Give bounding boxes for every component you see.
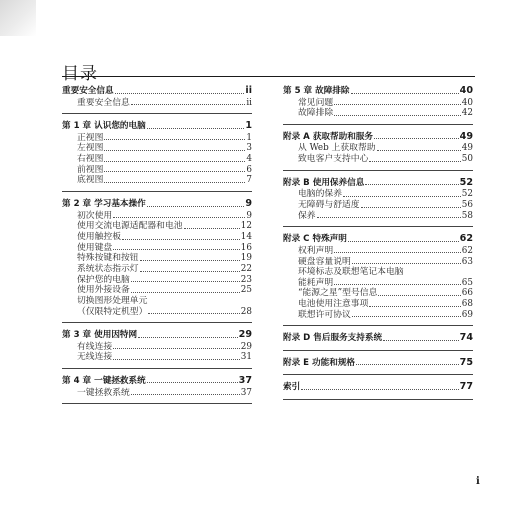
entry-page-number: 1: [245, 120, 252, 132]
dot-leader: [383, 330, 459, 340]
toc-section: [62, 329, 252, 369]
entry-label: 硬盘容量说明: [298, 256, 351, 267]
entry-label: 保护您的电脑: [77, 274, 130, 285]
toc-section: [283, 85, 473, 125]
entry-label: 致电客户支持中心: [298, 154, 369, 165]
dot-leader: [122, 229, 240, 240]
toc-item-entry[interactable]: [283, 256, 473, 267]
entry-label: 常见问题: [298, 97, 334, 108]
toc-section: [62, 375, 252, 404]
toc-item-entry[interactable]: [62, 285, 252, 296]
entry-page-number: 9: [245, 198, 252, 210]
entry-page-number: 50: [461, 154, 473, 165]
entry-page-number: 40: [459, 85, 473, 96]
entry-page-number: 9: [246, 210, 252, 221]
entry-page-number: 7: [246, 175, 252, 186]
toc-section: [283, 131, 473, 171]
entry-page-number: 4: [246, 154, 252, 165]
dot-leader: [348, 231, 459, 241]
dot-leader: [369, 296, 460, 307]
dot-leader: [356, 355, 459, 365]
dot-leader: [352, 253, 461, 264]
entry-page-number: 22: [240, 264, 252, 275]
dot-leader: [317, 208, 461, 219]
dot-leader: [104, 162, 245, 173]
toc-chapter-entry[interactable]: [283, 332, 473, 344]
entry-label: 使用外接设备: [77, 285, 130, 296]
entry-label: 故障排除: [298, 108, 334, 119]
entry-page-number: 68: [461, 299, 473, 310]
entry-label: 第 5 章 故障排除: [283, 86, 350, 97]
entry-label: 初次使用: [77, 210, 113, 221]
entry-page-number: 58: [461, 210, 473, 221]
entry-page-number: ii: [245, 85, 252, 96]
entry-page-number: 14: [240, 232, 252, 242]
entry-label-continued: （仅限特定机型）: [77, 306, 148, 317]
entry-page-number: 19: [240, 253, 252, 264]
dot-leader: [361, 197, 461, 208]
dot-leader: [104, 140, 245, 151]
entry-label: 右视图: [77, 154, 104, 165]
dot-leader: [374, 129, 459, 139]
entry-label: 第 1 章 认识您的电脑: [62, 121, 146, 132]
dot-leader: [369, 151, 460, 162]
entry-label: 附录 C 特殊声明: [283, 234, 347, 245]
entry-page-number: 52: [461, 189, 473, 200]
entry-page-number: 3: [246, 143, 252, 154]
entry-page-number: 25: [240, 285, 252, 296]
toc-section: [283, 381, 473, 400]
entry-label: 前视图: [77, 164, 104, 175]
dot-leader: [351, 83, 459, 93]
entry-label: 权利声明: [298, 245, 334, 256]
toc-item-entry[interactable]: [283, 108, 473, 119]
entry-page-number: 62: [459, 233, 473, 245]
entry-page-number: 12: [240, 221, 252, 232]
entry-label: 环境标志及联想笔记本电脑: [298, 267, 404, 278]
entry-page-number: 77: [459, 381, 473, 393]
toc-section: [283, 332, 473, 351]
entry-label: 附录 E 功能和规格: [283, 357, 356, 368]
entry-label: 切换图形处理单元: [77, 295, 148, 306]
entry-page-number: 69: [461, 309, 473, 320]
entry-label: 附录 D 售后服务支持系统: [283, 333, 383, 344]
dot-leader: [301, 379, 458, 389]
toc-item-entry[interactable]: [283, 310, 473, 321]
dot-leader: [377, 140, 461, 151]
entry-page-number: 29: [238, 329, 252, 341]
dot-leader: [104, 172, 245, 183]
dot-leader: [113, 339, 240, 350]
dot-leader: [184, 218, 240, 229]
toc-chapter-entry[interactable]: [283, 381, 473, 393]
dot-leader: [113, 208, 245, 219]
entry-label: “能源之星”型号信息: [298, 288, 378, 299]
toc-item-entry[interactable]: [283, 211, 473, 222]
toc-section: [62, 85, 252, 114]
toc-item-entry[interactable]: [62, 98, 252, 109]
dot-leader: [140, 261, 240, 272]
toc-item-entry[interactable]: [62, 352, 252, 363]
entry-page-number: 52: [459, 176, 473, 188]
entry-label: 索引: [283, 382, 301, 393]
dot-leader: [113, 240, 240, 251]
entry-label: 电池使用注意事项: [298, 299, 369, 310]
toc-section: [62, 198, 252, 323]
entry-page-number: 29: [240, 341, 252, 352]
entry-page-number: 28: [240, 306, 252, 317]
dot-leader: [334, 105, 461, 116]
page-number: i: [476, 476, 480, 487]
entry-page-number: 1: [246, 132, 252, 143]
entry-label: 重要安全信息: [77, 97, 130, 108]
entry-page-number: 23: [240, 274, 252, 285]
dot-leader: [352, 307, 461, 318]
toc-item-entry[interactable]: [283, 154, 473, 165]
entry-page-number: 65: [461, 277, 473, 288]
entry-page-number: 37: [240, 387, 252, 398]
dot-leader: [138, 327, 238, 337]
dot-leader: [378, 285, 460, 296]
entry-label: 使用触控板: [77, 232, 121, 242]
entry-page-number: 66: [461, 288, 473, 299]
entry-label: 正视图: [77, 132, 104, 143]
entry-page-number: 42: [461, 108, 473, 119]
dot-leader: [131, 384, 240, 395]
entry-label: 无障碍与舒适度: [298, 199, 360, 210]
entry-page-number: 31: [240, 352, 252, 363]
dot-leader: [334, 275, 461, 286]
entry-page-number: ii: [246, 97, 252, 108]
entry-page-number: 74: [459, 332, 473, 344]
entry-page-number: 37: [238, 374, 252, 386]
entry-label: 使用交流电源适配器和电池: [77, 221, 183, 232]
dot-leader: [148, 303, 239, 314]
toc-item-entry[interactable]: [62, 306, 252, 317]
corner-decoration: [0, 0, 36, 36]
toc-left-column: [62, 83, 252, 410]
entry-label: 底视图: [77, 175, 104, 186]
entry-label: 系统状态指示灯: [77, 264, 139, 275]
toc-section: [283, 357, 473, 376]
dot-leader: [131, 282, 240, 293]
entry-label: 左视图: [77, 143, 104, 154]
dot-leader: [147, 118, 245, 128]
entry-page-number: 16: [240, 242, 252, 253]
dot-leader: [147, 373, 238, 383]
entry-page-number: 6: [246, 164, 252, 175]
dot-leader: [104, 130, 245, 141]
toc-section: [283, 177, 473, 228]
toc-right-column: [283, 83, 473, 406]
dot-leader: [343, 186, 461, 197]
entry-label: 保养: [298, 210, 316, 221]
entry-page-number: 56: [461, 199, 473, 210]
page-title: 目录: [62, 64, 98, 85]
entry-label: 电脑的保养: [298, 189, 342, 200]
entry-page-number: 62: [461, 245, 473, 256]
entry-label: 第 4 章 一键拯救系统: [62, 376, 146, 387]
entry-label: 附录 A 获取帮助和服务: [283, 132, 373, 143]
dot-leader: [131, 272, 240, 283]
entry-label: 附录 B 使用保养信息: [283, 177, 365, 188]
toc-chapter-entry[interactable]: [283, 357, 473, 369]
entry-label-continued: 能耗声明: [298, 277, 334, 288]
entry-label: 无线连接: [77, 352, 113, 363]
entry-label: 使用键盘: [77, 242, 113, 253]
entry-label: 第 3 章 使用因特网: [62, 330, 138, 341]
entry-label: 有线连接: [77, 341, 113, 352]
toc-section: [283, 233, 473, 326]
toc-item-entry[interactable]: [62, 175, 252, 186]
entry-label: 重要安全信息: [62, 86, 114, 97]
entry-page-number: 75: [459, 356, 473, 368]
entry-page-number: 49: [459, 130, 473, 142]
entry-label: 一键拯救系统: [77, 387, 130, 398]
dot-leader: [365, 175, 458, 185]
entry-label: 联想许可协议: [298, 309, 351, 320]
dot-leader: [334, 95, 461, 106]
dot-leader: [115, 83, 245, 93]
dot-leader: [334, 243, 461, 254]
dot-leader: [131, 95, 246, 106]
entry-label: 特殊按键和按钮: [77, 253, 139, 264]
entry-label: 第 2 章 学习基本操作: [62, 199, 146, 210]
toc-section: [62, 120, 252, 192]
entry-page-number: 63: [461, 256, 473, 267]
entry-page-number: 40: [461, 97, 473, 108]
entry-label: 从 Web 上获取帮助: [298, 143, 376, 154]
dot-leader: [140, 250, 240, 261]
dot-leader: [104, 151, 245, 162]
toc-item-entry[interactable]: [62, 387, 252, 398]
title-rule: [62, 76, 475, 77]
dot-leader: [147, 196, 245, 206]
entry-page-number: 49: [461, 143, 473, 154]
dot-leader: [113, 349, 240, 360]
